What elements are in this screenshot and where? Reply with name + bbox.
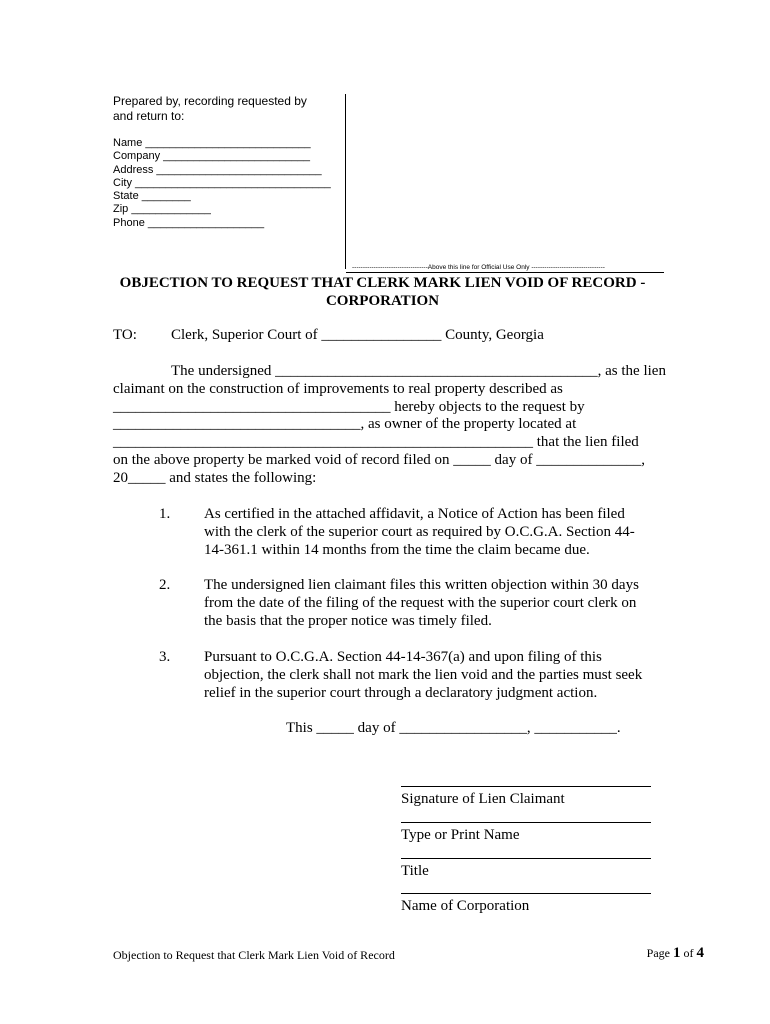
- item-number: 2.: [159, 577, 171, 593]
- item-line: The undersigned lien claimant files this written objection within 30 days: [204, 577, 639, 593]
- item-line: objection, the clerk shall not mark the lien void and the parties must seek: [204, 666, 643, 683]
- title-label: Title: [401, 863, 429, 879]
- paragraph-line4[interactable]: _________________________________, as owner of the property located at: [113, 416, 577, 432]
- header-divider-horizontal: [346, 272, 664, 273]
- print-name-line[interactable]: [401, 822, 651, 823]
- item-line: 14-361.1 within 14 months from the time the claim became due.: [204, 541, 590, 558]
- title-line1: OBJECTION TO REQUEST THAT CLERK MARK LIEN VOID OF RECORD -: [119, 275, 646, 291]
- paragraph-line1[interactable]: The undersigned ___________________________________________, as the lien: [171, 363, 666, 379]
- state-field[interactable]: State ________: [113, 190, 191, 203]
- title-line[interactable]: [401, 858, 651, 859]
- address-field[interactable]: Address ___________________________: [113, 163, 322, 176]
- signature-label: Signature of Lien Claimant: [401, 791, 565, 807]
- city-field[interactable]: City ________________________________: [113, 176, 331, 189]
- paragraph-line7[interactable]: 20_____ and states the following:: [113, 470, 317, 486]
- item-text: [204, 577, 654, 630]
- official-use-notice: -----------------------------------Above this line for Official Use Only ----------------------------------: [352, 264, 605, 271]
- signature-line[interactable]: [401, 786, 651, 787]
- to-label: TO:: [113, 327, 137, 343]
- of-word: of: [683, 946, 694, 960]
- item-line: As certified in the attached affidavit, a Notice of Action has been filed: [204, 506, 625, 522]
- date-line[interactable]: This _____ day of _________________, ___________.: [286, 720, 621, 736]
- phone-field[interactable]: Phone ___________________: [113, 216, 265, 229]
- document-title: [100, 274, 665, 310]
- item-line: the basis that the proper notice was timely filed.: [204, 612, 492, 629]
- prepared-by-line1: Prepared by, recording requested by: [113, 94, 307, 108]
- page-indicator: [647, 945, 704, 962]
- page-total: 4: [696, 945, 704, 961]
- corporation-label: Name of Corporation: [401, 898, 530, 914]
- item-number: 1.: [159, 506, 171, 522]
- company-field[interactable]: Company ________________________: [113, 150, 310, 163]
- footer-title: Objection to Request that Clerk Mark Lien Void of Record: [113, 948, 395, 962]
- return-to-fields: [113, 137, 331, 230]
- prepared-by-line2: and return to:: [113, 109, 185, 123]
- header-divider-vertical: [345, 94, 346, 269]
- corporation-line[interactable]: [401, 893, 651, 894]
- zip-field[interactable]: Zip _____________: [113, 203, 211, 216]
- name-field[interactable]: Name ___________________________: [113, 137, 311, 149]
- paragraph-line2: claimant on the construction of improvements to real property described as: [113, 381, 563, 397]
- prepared-by-block: [113, 94, 343, 124]
- paragraph-line6[interactable]: on the above property be marked void of record filed on _____ day of ______________,: [113, 452, 645, 468]
- item-line: relief in the superior court through a declaratory judgment action.: [204, 684, 598, 701]
- item-line: Pursuant to O.C.G.A. Section 44-14-367(a) and upon filing of this: [204, 649, 602, 665]
- item-line: from the date of the filing of the request with the superior court clerk on: [204, 594, 637, 611]
- item-line: with the clerk of the superior court as required by O.C.G.A. Section 44-: [204, 523, 635, 540]
- paragraph-line5[interactable]: ________________________________________________________ that the lien filed: [113, 434, 639, 450]
- title-line2: CORPORATION: [325, 293, 440, 309]
- item-text: [204, 649, 654, 702]
- paragraph-line3[interactable]: _____________________________________ hereby objects to the request by: [113, 399, 585, 415]
- page-number: 1: [673, 945, 681, 961]
- item-number: 3.: [159, 649, 171, 665]
- page-word: Page: [646, 946, 670, 960]
- print-name-label: Type or Print Name: [401, 827, 520, 843]
- to-text[interactable]: Clerk, Superior Court of ________________ County, Georgia: [171, 327, 544, 343]
- item-text: [204, 506, 654, 559]
